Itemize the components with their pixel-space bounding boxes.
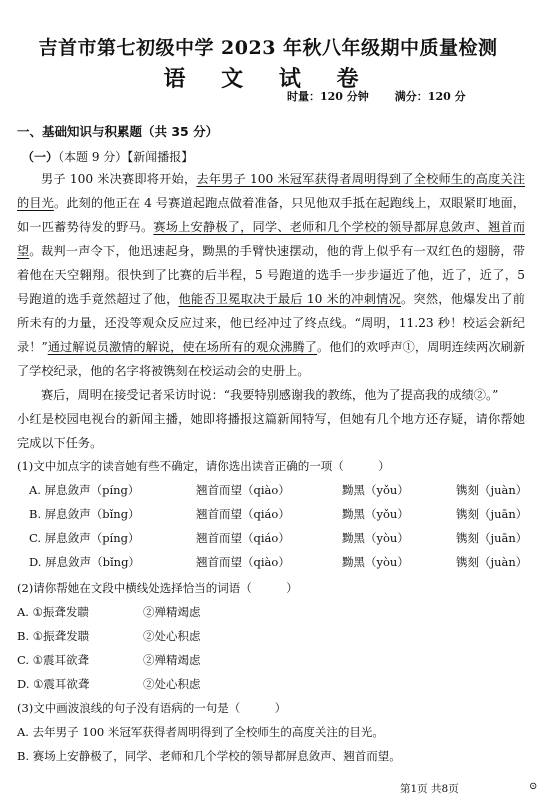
passage-text: 。突然，他爆发出了前所未有的力量，还没等观众反应过来，他已经冲过了终点线。“周明，11.23 秒！校运会新纪录！” bbox=[17, 292, 525, 354]
q1-option-b-1: B. 屏息敛声（bǐng） bbox=[29, 507, 140, 521]
q1-option-d-3: 黝黑（yòu） bbox=[342, 555, 409, 569]
page-edge-mark: ⊙ bbox=[529, 781, 537, 792]
q1-option-a-1: A. 屏息敛声（píng） bbox=[29, 483, 140, 497]
q1-option-d-2: 翘首而望（qiào） bbox=[196, 555, 290, 569]
q1-option-b-4: 镌刻（juān） bbox=[456, 507, 528, 521]
exam-meta bbox=[287, 88, 492, 104]
subsection-note: （本题 9 分）【新闻播报】 bbox=[58, 150, 194, 164]
passage-text: 裁判一声令下，他迅速起身，黝黑的手臂快速摆动，他的背上似乎有一双红色的翅膀，带着他在天空翱翔。很快到了比赛的后半程，5 号跑道的选手一步步逼近了他，近了，近了，5 号跑道的选手竟然超过了他， bbox=[17, 244, 525, 306]
q2-option-c-1: C. ①震耳欲聋 bbox=[17, 653, 90, 667]
exam-time: 时量：120 分钟 bbox=[287, 90, 369, 103]
q1-option-c-3: 黝黑（yòu） bbox=[342, 531, 409, 545]
subsection-heading bbox=[22, 148, 193, 165]
subject-title: 语 文 试 卷 bbox=[163, 66, 373, 92]
underlined-sentence: 去年男子 100 米冠军获得者周明得到了全校师生的高度关注的目光 bbox=[17, 172, 526, 210]
q2-option-b-2: ②处心积虑 bbox=[143, 629, 201, 643]
section-heading: 一、基础知识与积累题（共 35 分） bbox=[17, 124, 219, 139]
q1-option-a-3: 黝黑（yǒu） bbox=[342, 483, 409, 497]
q2-option-a-1: A. ①振聋发聩 bbox=[17, 605, 89, 619]
page-number: 第1页 共8页 bbox=[400, 783, 459, 795]
q1-option-a-4: 镌刻（juàn） bbox=[456, 483, 528, 497]
underlined-sentence: 他能否卫冕取决于最后 10 米的冲刺情况 bbox=[178, 292, 401, 306]
passage-text: 男子 100 米决赛即将开始， bbox=[41, 172, 197, 186]
q2-option-d-2: ②处心积虑 bbox=[143, 677, 201, 691]
passage-paragraph-4: 小红是校园电视台的新闻主播，她即将播报这篇新闻特写，但她有几个地方还存疑，请你帮她完成以下任务。 bbox=[17, 412, 525, 450]
q1-option-c-4: 镌刻（juān） bbox=[456, 531, 528, 545]
q2-option-b-1: B. ①振聋发聩 bbox=[17, 629, 90, 643]
underlined-sentence: 赛场上安静极了，同学、老师和几个学校的领导都屏息敛声、翘首而望 bbox=[17, 220, 526, 258]
passage-text: 。他们的欢呼声①，周明连续两次刷新了学校纪录，他的名字将被镌刻在校运动会的史册上。 bbox=[17, 340, 526, 378]
passage-paragraph-2 bbox=[17, 239, 525, 383]
exam-score: 满分：120 分 bbox=[394, 90, 466, 103]
question-3-stem: (3)文中画波浪线的句子没有语病的一句是（ ） bbox=[17, 701, 287, 715]
q3-option-b: B. 赛场上安静极了，同学、老师和几个学校的领导都屏息敛声、翘首而望。 bbox=[17, 749, 401, 763]
subsection-label: （一） bbox=[22, 150, 59, 164]
question-2-stem: (2)请你帮她在文段中横线处选择恰当的词语（ ） bbox=[17, 581, 298, 595]
q1-option-d-4: 镌刻（juàn） bbox=[456, 555, 528, 569]
passage-paragraph-3: 赛后，周明在接受记者采访时说：“我要特别感谢我的教练，他为了提高我的成绩②。” bbox=[41, 388, 499, 402]
passage-text: 。 bbox=[29, 244, 42, 258]
school-exam-title: 吉首市第七初级中学 2023 年秋八年级期中质量检测 bbox=[38, 37, 498, 59]
passage-text: 。此刻的他正在 4 号赛道起跑点做着准备，只见他双手抵在起跑线上，双眼紧盯地面，如一匹蓄势待发的野马。 bbox=[17, 196, 525, 234]
q1-option-b-2: 翘首而望（qiáo） bbox=[196, 507, 290, 521]
q1-option-d-1: D. 屏息敛声（bǐng） bbox=[29, 555, 140, 569]
q2-option-d-1: D. ①震耳欲聋 bbox=[17, 677, 90, 691]
underlined-sentence: 通过解说员激情的解说，使在场所有的观众沸腾了 bbox=[47, 340, 318, 354]
q1-option-b-3: 黝黑（yǒu） bbox=[342, 507, 409, 521]
q2-option-c-2: ②殚精竭虑 bbox=[143, 653, 201, 667]
q2-option-a-2: ②殚精竭虑 bbox=[143, 605, 201, 619]
q1-option-c-1: C. 屏息敛声（píng） bbox=[29, 531, 140, 545]
q1-option-a-2: 翘首而望（qiào） bbox=[196, 483, 290, 497]
q1-option-c-2: 翘首而望（qiáo） bbox=[196, 531, 290, 545]
q3-option-a: A. 去年男子 100 米冠军获得者周明得到了全校师生的高度关注的目光。 bbox=[17, 725, 384, 739]
question-1-stem: (1)文中加点字的读音她有些不确定，请你选出读音正确的一项（ ） bbox=[17, 459, 390, 473]
